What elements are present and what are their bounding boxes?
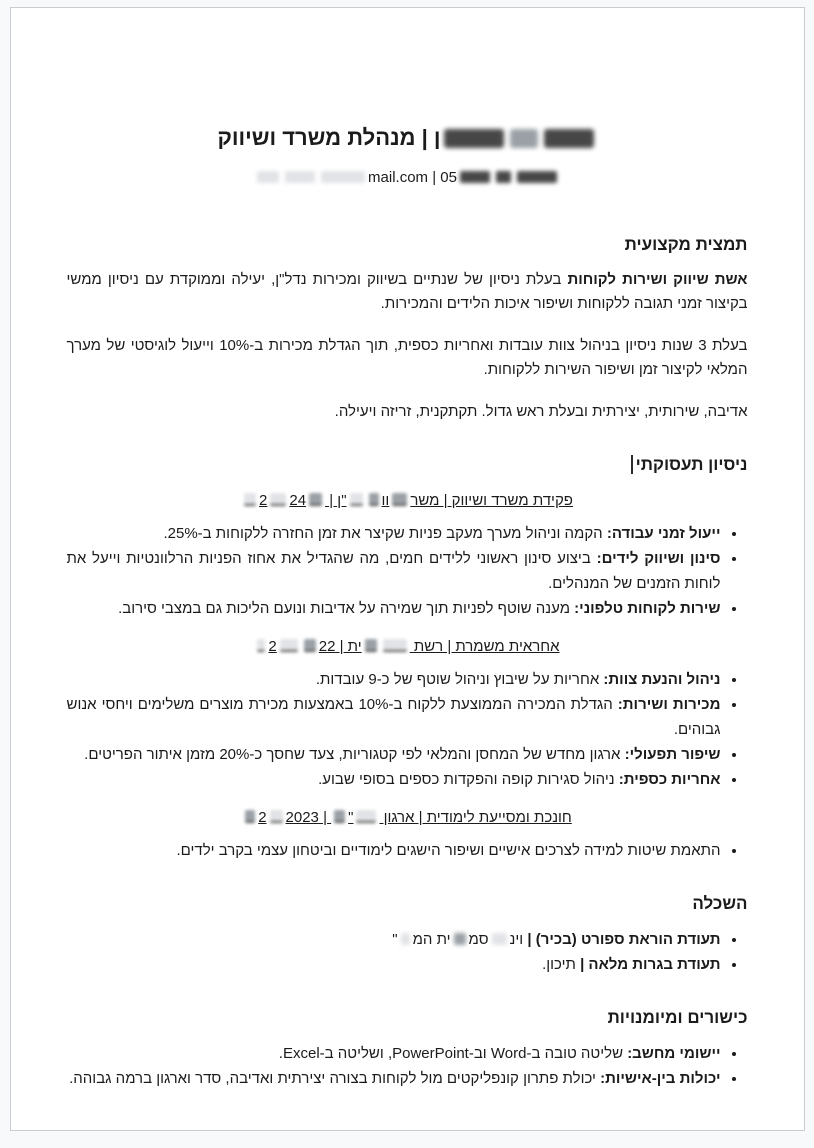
text: בעלת ניסיון של שנתיים בשיווק ומכירות נדל"ן, יעילה וממוקדת עם ניסיון ממשי בקיצור זמני תגובה ללקוחות ושיפור איכות הלידים והמכירות.	[66, 271, 748, 312]
bold-text: ניהול והנעת צוות:	[603, 671, 721, 688]
redacted-text	[383, 639, 407, 652]
bullet-item	[67, 692, 721, 742]
redacted-text	[454, 933, 466, 945]
redacted-text	[270, 810, 283, 823]
redacted-text	[444, 129, 504, 148]
text: 2	[258, 809, 267, 826]
bullet-item	[67, 742, 721, 767]
redacted-text	[365, 639, 377, 652]
text: | 2023	[285, 809, 332, 826]
bold-text: סינון ושיווק לידים:	[596, 550, 721, 567]
redacted-text	[244, 493, 256, 506]
bullet-item	[67, 596, 721, 621]
text: ניהול סגירות קופה והפקדות כספים בסופי שבוע.	[318, 771, 619, 788]
bullet-item	[67, 667, 721, 692]
redacted-text	[304, 639, 316, 652]
text: ארגון מחדש של המחסן והמלאי לפי קטגוריות, צעד שחסך כ-20% מזמן איתור הפריטים.	[84, 746, 625, 763]
bold-text: אשת שיווק ושירות לקוחות	[567, 271, 748, 288]
text: מענה שוטף לפניות תוך שמירה על אדיבות ונועם הליכות גם במצבי סירוב.	[118, 600, 575, 617]
bullet-item	[67, 1066, 721, 1091]
skills-list	[67, 1041, 748, 1091]
text: וו	[381, 492, 390, 509]
redacted-text	[517, 171, 557, 183]
text: אדיבה, שירותית, יצירתית ובעלת ראש גדול. תקתקנית, זריזה ויעילה.	[334, 403, 748, 420]
bold-text: שיפור תפעולי:	[624, 746, 721, 763]
section-heading-education: השכלה	[692, 894, 748, 913]
text: הגדלת המכירה הממוצעת ללקוח ב-10% באמצעות מכירת מוצרים משלימים ויחסי אנוש גבוהים.	[66, 696, 721, 738]
bold-text: יכולות בין-אישיות:	[600, 1070, 721, 1087]
section-heading-experience	[67, 454, 748, 475]
text-cursor-icon	[631, 455, 633, 474]
bullet-item	[67, 546, 721, 596]
text: "	[392, 931, 398, 948]
text: ית המ	[412, 931, 451, 948]
redacted-text	[510, 129, 538, 148]
bullet-item	[67, 927, 721, 952]
candidate-name	[67, 124, 748, 152]
text: ביצוע סינון ראשוני ללידים חמים, מה שהגדיל את אחוז הפניות הרלוונטיות וייעל את לוחות הזמנים של המנהלים.	[66, 550, 721, 592]
text: אחראית משמרת | רשת	[409, 638, 560, 655]
text: הקמה וניהול מערך מעקב פניות שקיצר את זמן החזרה ללקוחות ב-25%.	[163, 525, 607, 542]
redacted-text	[309, 493, 322, 506]
bullet-item	[67, 1041, 721, 1066]
bold-text: אחריות כספית:	[618, 771, 721, 788]
job-bullet-list	[67, 667, 748, 792]
text: 2	[268, 638, 277, 655]
text: 2	[259, 492, 268, 509]
bold-text: יישומי מחשב:	[627, 1045, 721, 1062]
bold-text: תעודת הוראת ספורט (בכיר) |	[523, 931, 721, 948]
redacted-text	[285, 171, 315, 183]
redacted-text	[280, 639, 298, 652]
redacted-text	[369, 493, 379, 506]
job-title	[67, 806, 748, 830]
redacted-text	[492, 933, 507, 945]
bold-text: שירות לקוחות טלפוני:	[574, 600, 721, 617]
text: אחריות על שיבוץ וניהול שוטף של כ-9 עובדות.	[315, 671, 604, 688]
text: 24	[289, 492, 307, 509]
education-list	[67, 927, 748, 977]
bold-text: מכירות ושירות:	[617, 696, 721, 713]
text: וינ	[509, 931, 524, 948]
redacted-text	[245, 810, 255, 823]
bullet-item	[67, 767, 721, 792]
text: שליטה טובה ב-Word וב-PowerPoint, ושליטה ב-Excel.	[278, 1045, 628, 1062]
summary-paragraph-1	[67, 268, 748, 316]
text: בעלת 3 שנות ניסיון בניהול צוות עובדות ואחריות כספית, תוך הגדלת מכירות ב-10% וייעול לוגיסטי של מערך המלאי לקיצור זמן ושיפור השירות ללקוחות.	[66, 337, 748, 378]
redacted-text	[544, 129, 594, 148]
job-title	[67, 635, 748, 659]
summary-paragraph-2	[67, 334, 748, 382]
bullet-item	[67, 952, 721, 977]
redacted-text	[401, 933, 410, 945]
redacted-text	[257, 171, 279, 183]
text: ן | מנהלת משרד ושיווק	[217, 125, 441, 150]
summary-paragraph-3	[67, 400, 748, 424]
experience-jobs	[67, 489, 748, 863]
bullet-item	[67, 521, 721, 546]
text: "	[348, 809, 354, 826]
resume-document-page[interactable]	[10, 7, 805, 1131]
text: תיכון.	[542, 956, 581, 973]
text: ית | 22	[318, 638, 362, 655]
redacted-text	[257, 639, 265, 652]
text: סמ	[468, 931, 489, 948]
text: יכולת פתרון קונפליקטים מול לקוחות בצורה יצירתית ואדיבה, סדר וארגון ברמה גבוהה.	[69, 1070, 601, 1087]
text: mail.com | 05	[368, 169, 457, 186]
text: "ן |	[325, 492, 347, 509]
text: פקידת משרד ושיווק | משר	[410, 492, 573, 509]
job-bullet-list	[67, 521, 748, 621]
text: התאמת שיטות למידה לצרכים אישיים ושיפור הישגים לימודיים וביטחון עצמי בקרב ילדים.	[176, 842, 721, 859]
text: חונכת ומסייעת לימודית | ארגון	[379, 809, 572, 826]
redacted-text	[270, 493, 286, 506]
redacted-text	[321, 171, 365, 183]
bullet-item	[67, 838, 721, 863]
redacted-text	[356, 810, 376, 823]
section-heading-summary: תמצית מקצועית	[624, 235, 748, 254]
redacted-text	[460, 171, 490, 183]
job-bullet-list	[67, 838, 748, 863]
contact-info	[67, 167, 748, 188]
bold-text: ייעול זמני עבודה:	[606, 525, 721, 542]
redacted-text	[392, 493, 407, 506]
section-heading-skills: כישורים ומיומנויות	[607, 1008, 748, 1027]
job-title	[67, 489, 748, 513]
redacted-text	[334, 810, 345, 823]
redacted-text	[350, 493, 363, 506]
section-heading-experience-label: ניסיון תעסוקתי	[635, 455, 748, 474]
redacted-text	[496, 171, 511, 183]
bold-text: תעודת בגרות מלאה |	[580, 956, 721, 973]
